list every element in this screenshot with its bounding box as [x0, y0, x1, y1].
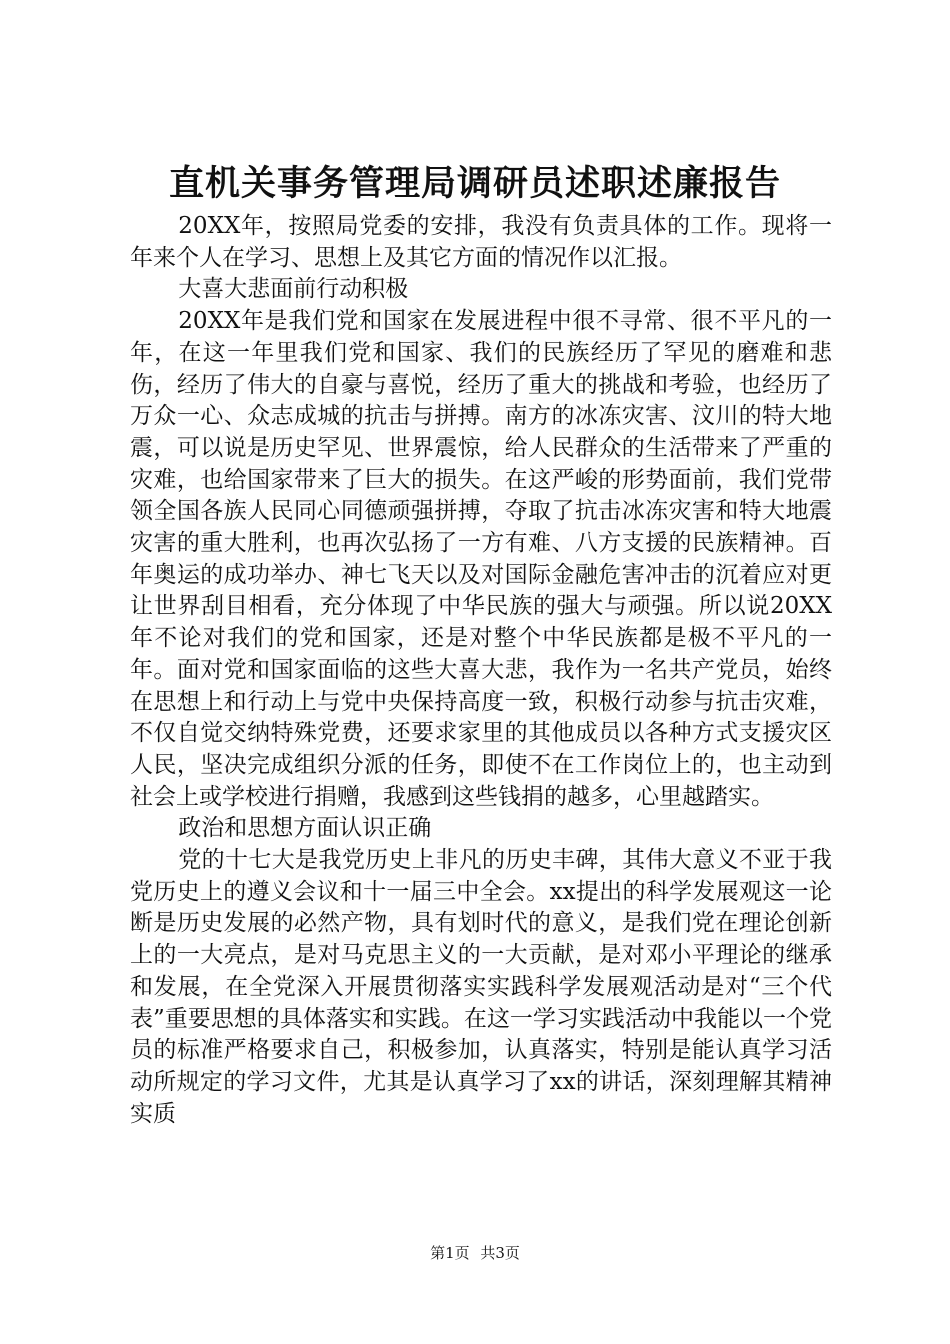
- document-body: [130, 211, 832, 1130]
- section-heading-1: 大喜大悲面前行动积极: [178, 276, 409, 303]
- paragraph-intro: 20XX年，按照局党委的安排，我没有负责具体的工作。现将一年来个人在学习、思想上及其它方面的情况作以汇报。: [130, 213, 832, 271]
- document-title: 直机关事务管理局调研员述职述廉报告: [168, 163, 781, 204]
- paragraph-section-2: 党的十七大是我党历史上非凡的历史丰碑，其伟大意义不亚于我党历史上的遵义会议和十一届三中全会。xx提出的科学发展观这一论断是历史发展的必然产物，具有划时代的意义，是我们党在理论创新上的一大亮点，是对马克思主义的一大贡献，是对邓小平理论的继承和发展，在全党深入开展贯彻落实实践科学发展观活动是对“三个代表”重要思想的具体落实和实践。在这一学习实践活动中我能以一个党员的标准严格要求自己，积极参加，认真落实，特别是能认真学习活动所规定的学习文件，尤其是认真学习了xx的讲话，深刻理解其精神实质: [130, 847, 832, 1127]
- page-number-current: 第1页: [430, 1244, 470, 1262]
- paragraph-section-1: 20XX年是我们党和国家在发展进程中很不寻常、很不平凡的一年，在这一年里我们党和国家、我们的民族经历了罕见的磨难和悲伤，经历了伟大的自豪与喜悦，经历了重大的挑战和考验，也经历了万众一心、众志成城的抗击与拼搏。南方的冰冻灾害、汶川的特大地震，可以说是历史罕见、世界震惊，给人民群众的生活带来了严重的灾难，也给国家带来了巨大的损失。在这严峻的形势面前，我们党带领全国各族人民同心同德顽强拼搏，夺取了抗击冰冻灾害和特大地震灾害的重大胜利，也再次弘扬了一方有难、八方支援的民族精神。百年奥运的成功举办、神七飞天以及对国际金融危害冲击的沉着应对更让世界刮目相看，充分体现了中华民族的强大与顽强。所以说20XX年不论对我们的党和国家，还是对整个中华民族都是极不平凡的一年。面对党和国家面临的这些大喜大悲，我作为一名共产党员，始终在思想上和行动上与党中央保持高度一致，积极行动参与抗击灾难，不仅自觉交纳特殊党费，还要求家里的其他成员以各种方式支援灾区人民，坚决完成组织分派的任务，即使不在工作岗位上的，也主动到社会上或学校进行捐赠，我感到这些钱捐的越多，心里越踏实。: [130, 308, 832, 810]
- section-heading-2: 政治和思想方面认识正确: [178, 815, 432, 842]
- page-number-total: 共3页: [480, 1244, 520, 1262]
- page-footer: [0, 1243, 950, 1263]
